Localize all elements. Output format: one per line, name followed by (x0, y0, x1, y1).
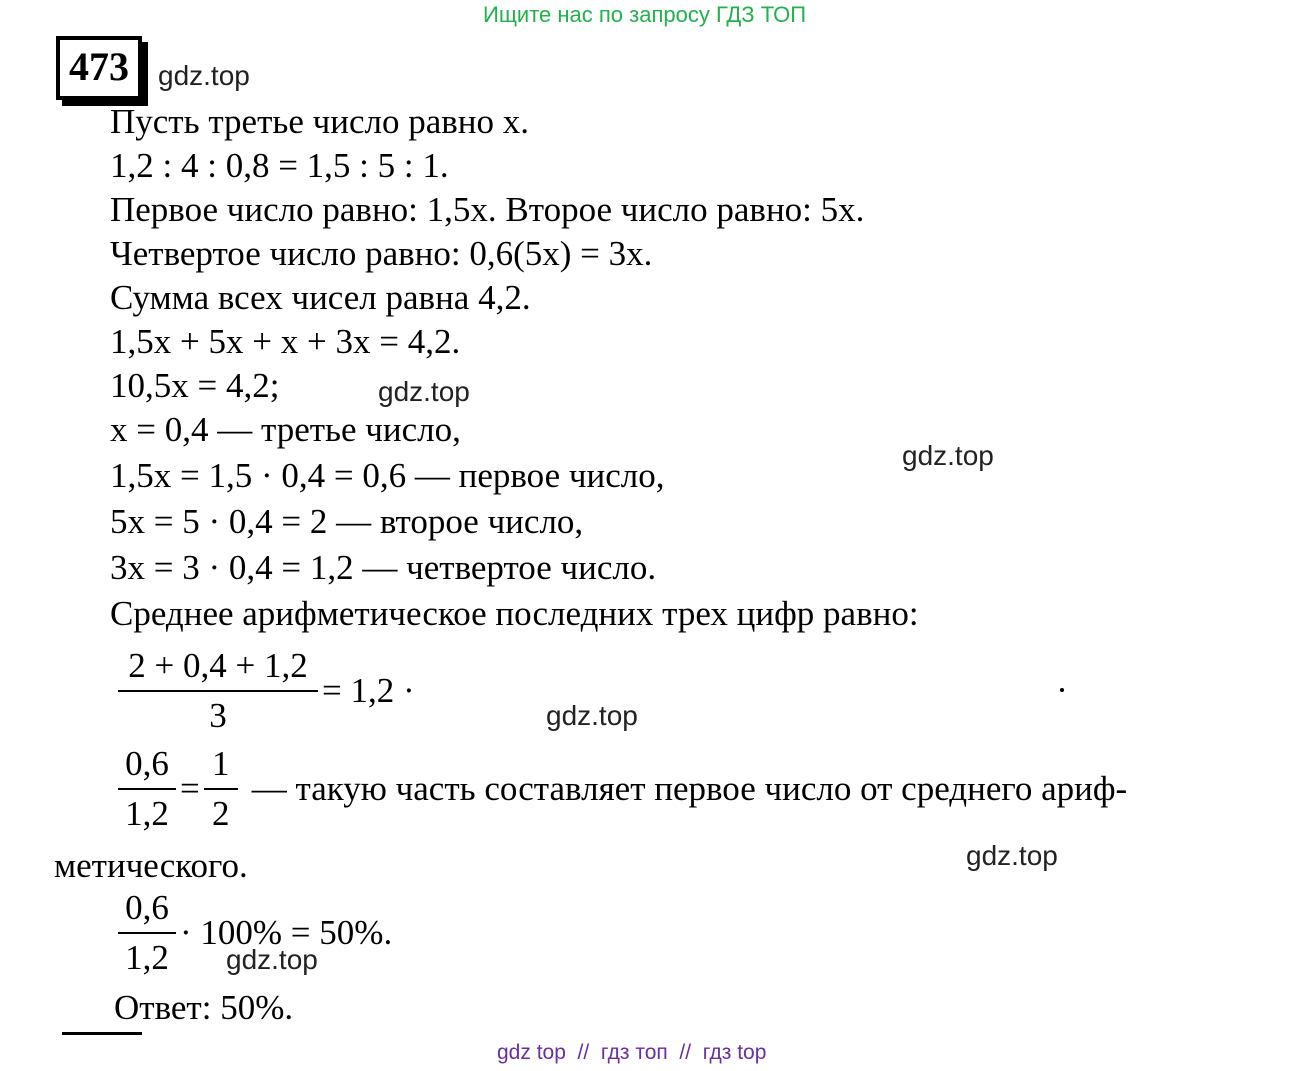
part-numerator: 0,6 (125, 744, 169, 783)
text-line-2: 1,2 : 4 : 0,8 = 1,5 : 5 : 1. (110, 146, 449, 185)
equals-sign: = (180, 769, 200, 808)
percent-rest: · 100% = 50%. (180, 913, 393, 952)
watermark: gdz.top (966, 840, 1058, 871)
part-formula (118, 744, 1127, 834)
percent-numerator: 0,6 (125, 888, 169, 927)
answer-line: Ответ: 50%. (114, 988, 294, 1027)
watermark: gdz.top (226, 944, 318, 975)
percent-denominator: 1,2 (125, 938, 169, 977)
text-line-3: Первое число равно: 1,5x. Второе число равно: 5x. (110, 190, 865, 229)
text-continuation: метического. (54, 846, 248, 885)
part-text: — такую часть составляет первое число от среднего ариф- (251, 769, 1128, 808)
half-denominator: 2 (212, 794, 230, 833)
mean-result: = 1,2 · (322, 671, 415, 710)
footer-links[interactable]: gdz top // гдз топ // гдз top (497, 1041, 767, 1064)
text-line-10: 5x = 5 · 0,4 = 2 — второе число, (110, 502, 584, 541)
text-line-7: 10,5x = 4,2; (110, 366, 280, 405)
fraction-bar (118, 788, 176, 790)
text-line-8: x = 0,4 — третье число, (110, 410, 461, 449)
mean-numerator: 2 + 0,4 + 1,2 (128, 646, 308, 685)
end-rule (62, 1032, 142, 1035)
fraction-bar (118, 690, 318, 692)
mean-denominator: 3 (209, 696, 227, 735)
fraction-bar (118, 932, 176, 934)
watermark: gdz.top (902, 440, 994, 471)
part-fraction (118, 744, 176, 834)
text-line-6: 1,5x + 5x + x + 3x = 4,2. (110, 322, 461, 361)
half-numerator: 1 (212, 744, 230, 783)
text-line-5: Сумма всех чисел равна 4,2. (110, 278, 531, 317)
mean-formula (118, 646, 415, 736)
watermark: gdz.top (158, 60, 250, 91)
text-line-9: 1,5x = 1,5 · 0,4 = 0,6 — первое число, (110, 456, 665, 495)
watermark: gdz.top (378, 376, 470, 407)
text-line-12: Среднее арифметическое последних трех цифр равно: (110, 594, 919, 633)
top-banner[interactable]: Ищите нас по запросу ГДЗ ТОП (483, 2, 807, 27)
percent-fraction (118, 888, 176, 978)
text-line-4: Четвертое число равно: 0,6(5x) = 3x. (110, 234, 653, 273)
problem-number: 473 (56, 36, 142, 100)
text-line-11: 3x = 3 · 0,4 = 1,2 — четвертое число. (110, 548, 657, 587)
fraction-bar (204, 788, 238, 790)
half-fraction (204, 744, 238, 834)
part-denominator: 1,2 (125, 794, 169, 833)
mean-fraction (118, 646, 318, 736)
scan-speck (1060, 688, 1064, 692)
text-line-1: Пусть третье число равно x. (110, 102, 529, 141)
watermark: gdz.top (546, 700, 638, 731)
